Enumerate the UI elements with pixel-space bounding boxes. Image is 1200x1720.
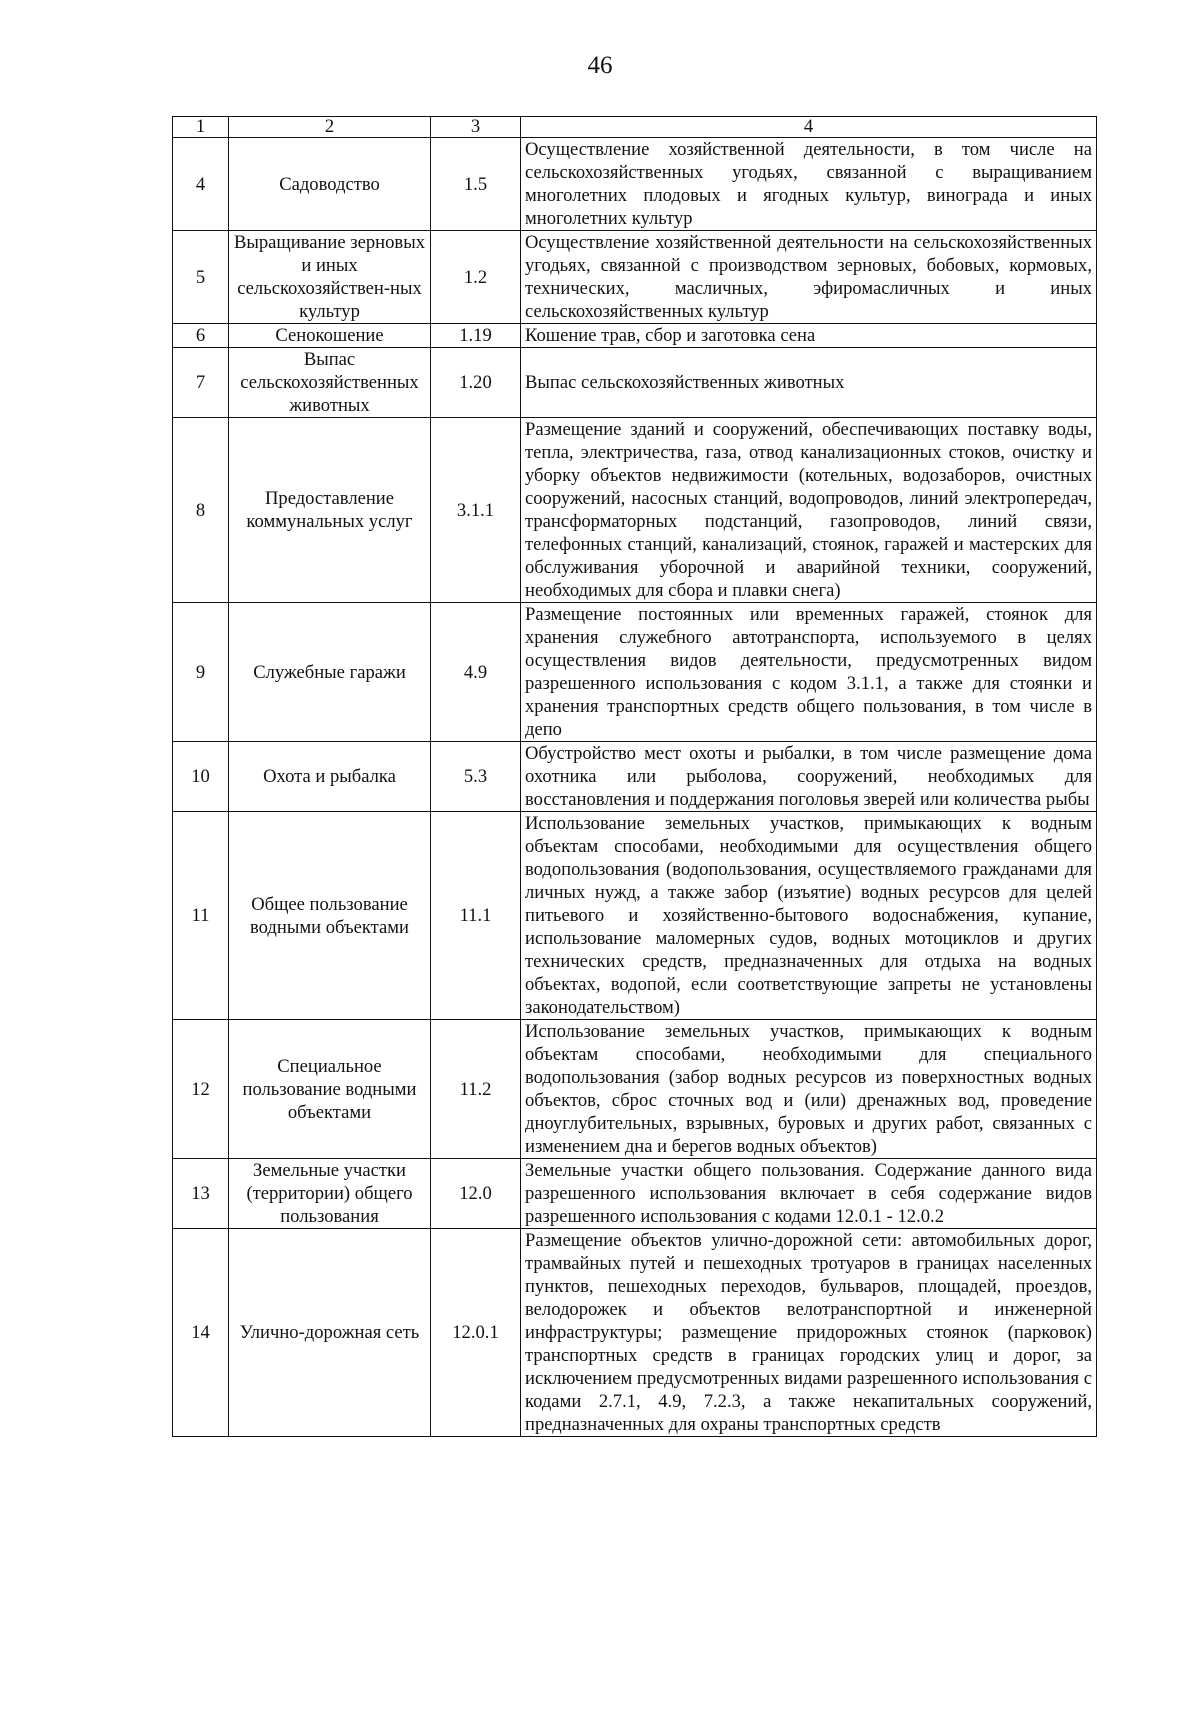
use-type-description: Осуществление хозяйственной деятельности, в том числе на сельскохозяйственных угодьях, связанной с выращиванием многолетних плодовых и ягодных культур, винограда и иных многолетних культур (521, 138, 1097, 231)
use-type-name: Общее пользование водными объектами (229, 812, 431, 1020)
use-type-name: Специальное пользование водными объектами (229, 1020, 431, 1159)
table-row (173, 742, 1097, 812)
use-type-code: 5.3 (431, 742, 521, 812)
row-number: 12 (173, 1020, 229, 1159)
use-type-name: Охота и рыбалка (229, 742, 431, 812)
use-type-name: Предоставление коммунальных услуг (229, 418, 431, 603)
row-number: 10 (173, 742, 229, 812)
use-type-description: Выпас сельскохозяйственных животных (521, 348, 1097, 418)
use-type-name: Выращивание зерновых и иных сельскохозяйствен-ных культур (229, 231, 431, 324)
use-type-description: Размещение зданий и сооружений, обеспечивающих поставку воды, тепла, электричества, газа, отвод канализационных стоков, очистку и уборку объектов недвижимости (котельных, водозаборов, очистных сооружений, насосных станций, водопроводов, линий электропередач, трансформаторных подстанций, газопроводов, линий связи, телефонных станций, канализаций, стоянок, гаражей и мастерских для обслуживания уборочной и аварийной техники, сооружений, необходимых для сбора и плавки снега) (521, 418, 1097, 603)
use-type-name: Выпас сельскохозяйственных животных (229, 348, 431, 418)
column-header-description: 4 (521, 117, 1097, 138)
use-type-code: 12.0 (431, 1159, 521, 1229)
use-type-description: Земельные участки общего пользования. Содержание данного вида разрешенного использования включает в себя содержание видов разрешенного использования с кодами 12.0.1 - 12.0.2 (521, 1159, 1097, 1229)
use-type-description: Размещение постоянных или временных гаражей, стоянок для хранения служебного автотранспорта, используемого в целях осуществления видов деятельности, предусмотренных видом разрешенного использования с кодом 3.1.1, а также для стоянки и хранения транспортных средств общего пользования, в том числе в депо (521, 603, 1097, 742)
table-row (173, 138, 1097, 231)
use-type-name: Улично-дорожная сеть (229, 1229, 431, 1437)
use-type-description: Использование земельных участков, примыкающих к водным объектам способами, необходимыми для специального водопользования (забор водных ресурсов из поверхностных водных объектов, сброс сточных вод и (или) дренажных вод, проведение дноуглубительных, взрывных, буровых и других работ, связанных с изменением дна и берегов водных объектов) (521, 1020, 1097, 1159)
row-number: 4 (173, 138, 229, 231)
use-type-name: Служебные гаражи (229, 603, 431, 742)
use-type-code: 1.20 (431, 348, 521, 418)
row-number: 14 (173, 1229, 229, 1437)
use-type-name: Садоводство (229, 138, 431, 231)
table-row (173, 231, 1097, 324)
use-type-code: 3.1.1 (431, 418, 521, 603)
row-number: 11 (173, 812, 229, 1020)
table-row (173, 1020, 1097, 1159)
table-row (173, 603, 1097, 742)
row-number: 5 (173, 231, 229, 324)
use-type-code: 1.5 (431, 138, 521, 231)
row-number: 8 (173, 418, 229, 603)
table-row (173, 1159, 1097, 1229)
use-type-name: Земельные участки (территории) общего пользования (229, 1159, 431, 1229)
row-number: 7 (173, 348, 229, 418)
table-row (173, 1229, 1097, 1437)
table-row (173, 348, 1097, 418)
use-type-code: 4.9 (431, 603, 521, 742)
use-type-code: 12.0.1 (431, 1229, 521, 1437)
use-type-code: 1.19 (431, 324, 521, 348)
use-type-description: Размещение объектов улично-дорожной сети: автомобильных дорог, трамвайных путей и пешеходных тротуаров в границах населенных пунктов, пешеходных переходов, бульваров, площадей, проездов, велодорожек и объектов велотранспортной и инженерной инфраструктуры; размещение придорожных стоянок (парковок) транспортных средств в границах городских улиц и дорог, за исключением предусмотренных видами разрешенного использования с кодами 2.7.1, 4.9, 7.2.3, а также некапитальных сооружений, предназначенных для охраны транспортных средств (521, 1229, 1097, 1437)
table-row (173, 812, 1097, 1020)
table-row (173, 324, 1097, 348)
use-type-description: Кошение трав, сбор и заготовка сена (521, 324, 1097, 348)
column-header-name: 2 (229, 117, 431, 138)
use-type-code: 11.2 (431, 1020, 521, 1159)
use-type-description: Использование земельных участков, примыкающих к водным объектам способами, необходимыми для осуществления общего водопользования (водопользования, осуществляемого гражданами для личных нужд, а также забор (изъятие) водных ресурсов для целей питьевого и хозяйственно-бытового водоснабжения, купание, использование маломерных судов, водных мотоциклов и других технических средств, предназначенных для отдыха на водных объектах, водопой, если соответствующие запреты не установлены законодательством) (521, 812, 1097, 1020)
column-header-number: 1 (173, 117, 229, 138)
page-number: 46 (587, 52, 613, 79)
use-type-code: 1.2 (431, 231, 521, 324)
use-type-description: Обустройство мест охоты и рыбалки, в том числе размещение дома охотника или рыболова, сооружений, необходимых для восстановления и поддержания поголовья зверей или количества рыбы (521, 742, 1097, 812)
use-type-name: Сенокошение (229, 324, 431, 348)
row-number: 9 (173, 603, 229, 742)
table-header-row (173, 117, 1097, 138)
column-header-code: 3 (431, 117, 521, 138)
table-row (173, 418, 1097, 603)
use-type-description: Осуществление хозяйственной деятельности на сельскохозяйственных угодьях, связанной с производством зерновых, бобовых, кормовых, технических, масличных, эфиромасличных и иных сельскохозяйственных культур (521, 231, 1097, 324)
use-type-code: 11.1 (431, 812, 521, 1020)
land-use-table (172, 116, 1097, 1437)
row-number: 6 (173, 324, 229, 348)
row-number: 13 (173, 1159, 229, 1229)
